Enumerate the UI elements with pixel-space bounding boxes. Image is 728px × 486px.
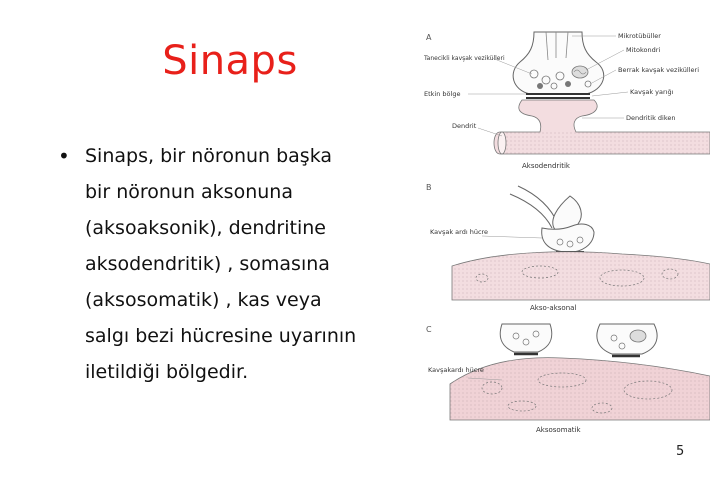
body-line: (aksoaksonik), dendritine [85, 217, 326, 239]
bullet-item [56, 138, 416, 390]
page-number: 5 [676, 444, 685, 459]
panel-c-letter: C [426, 325, 432, 334]
caption-aksodendritik: Aksodendritik [522, 162, 570, 170]
panel-a-letter: A [426, 33, 432, 42]
label-etkin-bolge: Etkin bölge [424, 90, 461, 98]
label-kavsakardi: Kavşakardı hücre [428, 366, 484, 374]
axon-terminal-c2 [597, 324, 657, 354]
panel-b-letter: B [426, 183, 432, 192]
label-berrak: Berrak kavşak vezikülleri [618, 66, 700, 74]
label-kavsak-ardi: Kavşak ardı hücre [430, 228, 489, 236]
body-line: iletildiği bölgedir. [85, 361, 249, 383]
panel-b [426, 183, 710, 312]
label-tanecikli: Tanecikli kavşak vezikülleri [424, 55, 505, 62]
bullet-list [56, 138, 416, 390]
body-line: Sinaps, bir nöronun başka [85, 145, 333, 167]
caption-aksosomatik: Aksosomatik [536, 426, 581, 434]
slide-title: Sinaps [162, 38, 298, 84]
synapse-figure [422, 28, 710, 438]
panel-c [426, 324, 710, 434]
label-dendritik-diken: Dendritik diken [626, 114, 676, 122]
caption-akso-aksonal: Akso-aksonal [530, 304, 577, 312]
body-line: aksodendritik) , somasına [85, 253, 330, 275]
body-line: (aksosomatik) , kas veya [85, 289, 322, 311]
bullet-dot-icon: • [58, 144, 70, 168]
label-kavsak-yarigi: Kavşak yarığı [630, 88, 674, 96]
label-mikrotubuller: Mikrotübüller [618, 32, 661, 40]
body-line: bir nöronun aksonuna [85, 181, 293, 203]
panel-a [423, 32, 710, 170]
label-mitokondri: Mitokondri [626, 46, 661, 54]
axon-terminal [513, 32, 604, 94]
axon-terminal-c1 [500, 324, 552, 352]
label-dendrit: Dendrit [452, 122, 477, 130]
body-line: salgı bezi hücresine uyarının [85, 325, 357, 347]
